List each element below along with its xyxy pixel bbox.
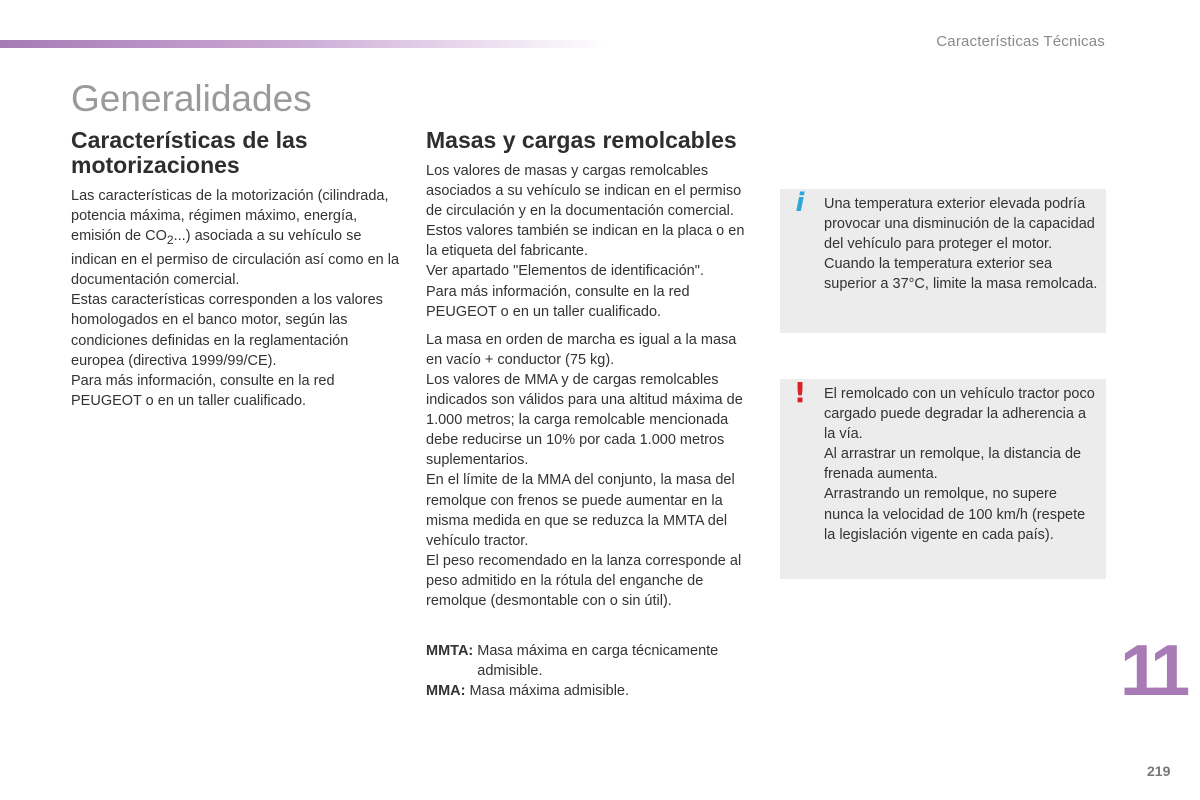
chapter-number: 11 [1120, 631, 1185, 711]
definition-text: Masa máxima en carga técnicamente admisible. [477, 643, 719, 680]
definition-mmta [426, 641, 756, 681]
engine-characteristics-heading: Características de las motorizaciones [71, 127, 308, 178]
header-accent-bar [0, 40, 610, 48]
engine-paragraph-1: Las características de la motorización (cilindrada, potencia máxima, régimen máximo, energía, emisión de $CO_2$...) asociada a su vehículo se indican en el permiso de circulación así como en la documentación comercial. [71, 188, 400, 289]
warning-note-paragraph-3: Arrastrando un remolque, no supere nunca la velocidad de 100 km/h (respete la legislación vigente en cada país). [824, 486, 1086, 543]
masses-loads-column [426, 128, 756, 701]
page-number: 219 [1147, 763, 1171, 779]
definition-term: MMTA: [426, 643, 474, 660]
warning-note [780, 376, 1106, 579]
definitions-list [426, 641, 756, 701]
definition-term: MMA: [426, 683, 466, 700]
section-header: Características Técnicas [936, 33, 1105, 50]
warning-icon: ! [793, 376, 807, 409]
page-title: Generalidades [71, 78, 312, 119]
masses-paragraph-4: Para más información, consulte en la red PEUGEOT o en un taller cualificado. [426, 283, 690, 320]
warning-note-paragraph-2: Al arrastrar un remolque, la distancia de frenada aumenta. [824, 446, 1082, 483]
subscript: 2 [166, 233, 174, 248]
engine-characteristics-column [71, 128, 401, 411]
masses-paragraph-7: En el límite de la MMA del conjunto, la masa del remolque con frenos se puede aumentar en la misma medida en que se reduzca la MMTA del vehículo tractor. [426, 472, 735, 549]
engine-paragraph-3: Para más información, consulte en la red PEUGEOT o en un taller cualificado. [71, 372, 335, 409]
info-icon: i [795, 188, 805, 218]
definition-text: Masa máxima admisible. [469, 683, 630, 700]
masses-loads-heading: Masas y cargas remolcables [426, 127, 737, 153]
info-note [780, 189, 1106, 333]
masses-paragraph-2: Estos valores también se indican en la placa o en la etiqueta del fabricante. [426, 223, 745, 260]
warning-note-paragraph-1: El remolcado con un vehículo tractor poco cargado puede degradar la adherencia a la vía. [824, 386, 1095, 443]
paragraph-gap [426, 322, 756, 330]
masses-paragraph-8: El peso recomendado en la lanza corresponde al peso admitido en la rótula del enganche de remolque (desmontable con o sin útil). [426, 552, 742, 609]
masses-paragraph-6: Los valores de MMA y de cargas remolcables indicados son válidos para una altitud máxima de 1.000 metros; la carga remolcable mencionada debe reducirse un 10% por cada 1.000 metros suplementarios. [426, 371, 743, 469]
masses-paragraph-1: Los valores de masas y cargas remolcables asociados a su vehículo se indican en el permiso de circulación y en la documentación comercial. [426, 163, 742, 220]
info-note-text: Una temperatura exterior elevada podría provocar una disminución de la capacidad del vehículo para proteger el motor. Cuando la temperatura exterior sea superior a 37°C, limite la masa remolcada. [824, 196, 1098, 293]
masses-paragraph-3: Ver apartado "Elementos de identificación". [426, 263, 704, 280]
definition-mma [426, 681, 756, 701]
masses-paragraph-5: La masa en orden de marcha es igual a la masa en vacío + conductor (75 kg). [426, 331, 737, 368]
engine-paragraph-2: Estas características corresponden a los valores homologados en el banco motor, según las condiciones definidas en la reglamentación europea (directiva 1999/99/CE). [71, 292, 383, 369]
